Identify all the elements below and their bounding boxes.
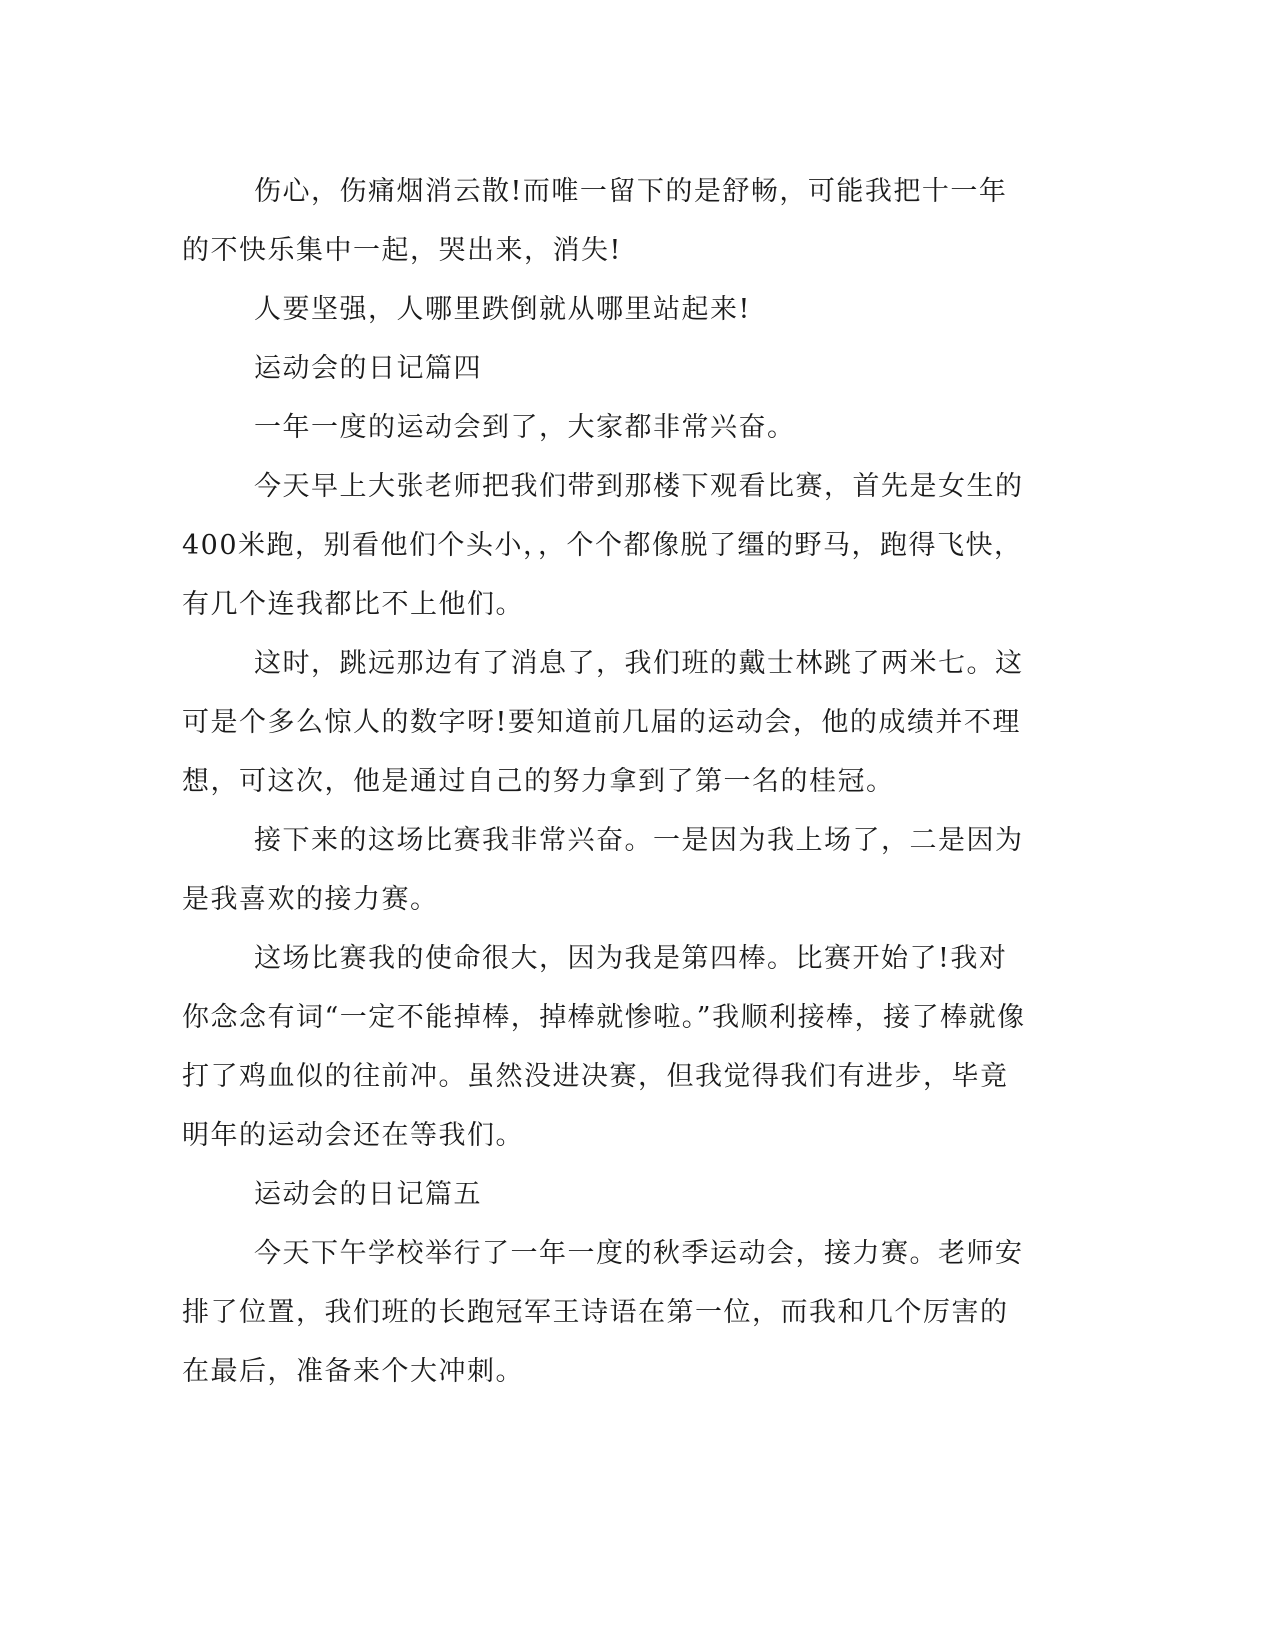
section-heading: 运动会的日记篇五 xyxy=(254,1179,482,1210)
document-body xyxy=(182,162,1032,1401)
paragraph: 今天早上大张老师把我们带到那楼下观看比赛，首先是女生的400米跑，别看他们个头小，，个个都像脱了缰的野马，跑得飞快，有几个连我都比不上他们。 xyxy=(182,471,1024,620)
paragraph: 这时，跳远那边有了消息了，我们班的戴士林跳了两米七。这可是个多么惊人的数字呀!要知道前几届的运动会，他的成绩并不理想，可这次，他是通过自己的努力拿到了第一名的桂冠。 xyxy=(182,648,1024,797)
paragraph: 今天下午学校举行了一年一度的秋季运动会，接力赛。老师安排了位置，我们班的长跑冠军王诗语在第一位，而我和几个厉害的在最后，准备来个大冲刺。 xyxy=(182,1238,1024,1387)
paragraph: 伤心，伤痛烟消云散!而唯一留下的是舒畅，可能我把十一年的不快乐集中一起，哭出来，消失! xyxy=(182,176,1008,266)
paragraph: 人要坚强，人哪里跌倒就从哪里站起来! xyxy=(254,294,751,325)
paragraph: 接下来的这场比赛我非常兴奋。一是因为我上场了，二是因为是我喜欢的接力赛。 xyxy=(182,825,1024,915)
paragraph: 一年一度的运动会到了，大家都非常兴奋。 xyxy=(254,412,796,443)
section-heading: 运动会的日记篇四 xyxy=(254,353,482,384)
paragraph: 这场比赛我的使命很大，因为我是第四棒。比赛开始了!我对你念念有词“一定不能掉棒，掉棒就惨啦。”我顺利接棒，接了棒就像打了鸡血似的往前冲。虽然没进决赛，但我觉得我们有进步，毕竟明年的运动会还在等我们。 xyxy=(182,943,1026,1151)
